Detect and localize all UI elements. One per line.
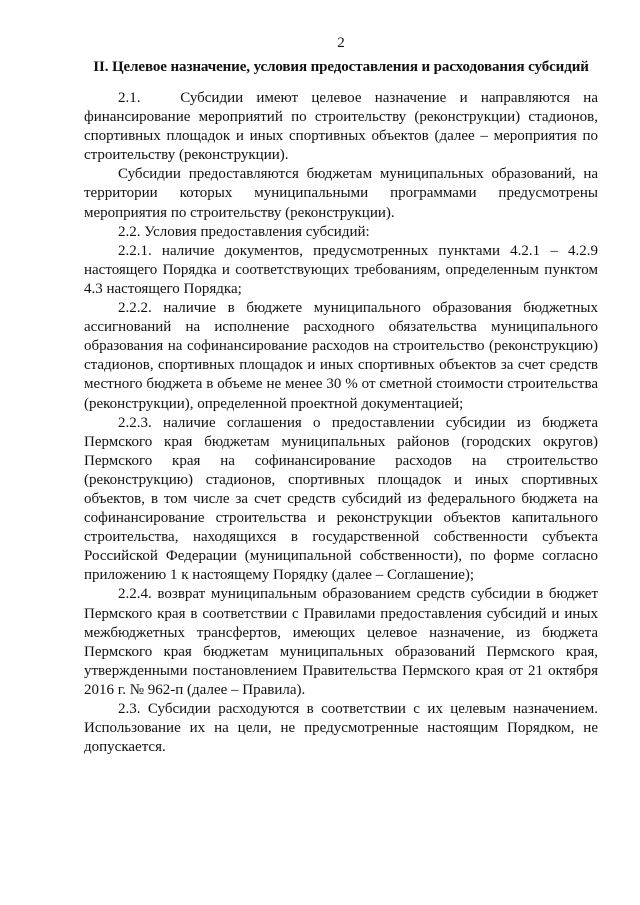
page-number: 2: [337, 35, 345, 51]
paragraph-2-2-2: 2.2.2. наличие в бюджете муниципального образования бюджетных ассигнований на исполнение расходного обязательства муниципального образования на софинансирование расходов на строительство (реконструкцию) стадионов, спортивных площадок и иных спортивных объектов за счет средств местного бюджета в объеме не менее 30 % от сметной стоимости строительства (реконструкции), определенной проектной документацией;: [84, 300, 598, 412]
paragraph-2-2-4: 2.2.4. возврат муниципальным образованием средств субсидии в бюджет Пермского края в соответствии с Правилами предоставления субсидий и иных межбюджетных трансфертов, имеющих целевое назначение, из бюджета Пермского края бюджетам муниципальных образований Пермского края, утвержденными постановлением Правительства Пермского края от 21 октября 2016 г. № 962-п (далее – Правила).: [84, 586, 598, 698]
paragraph-2-2-1: 2.2.1. наличие документов, предусмотренных пунктами 4.2.1 – 4.2.9 настоящего Порядка и соответствующих требованиям, определенным пунктом 4.3 настоящего Порядка;: [84, 242, 598, 297]
section-title: II. Целевое назначение, условия предоставления и расходования субсидий: [93, 59, 589, 75]
paragraph-2-1: 2.1. Субсидии имеют целевое назначение и направляются на финансирование мероприятий по строительству (реконструкции) стадионов, спортивных площадок и иных спортивных объектов (далее – мероприятия по строительству (реконструкции).: [84, 90, 598, 164]
paragraph-2-3: 2.3. Субсидии расходуются в соответствии с их целевым назначением. Использование их на цели, не предусмотренные настоящим Порядком, не допускается.: [84, 701, 598, 756]
paragraph-2-2-3: 2.2.3. наличие соглашения о предоставлении субсидии из бюджета Пермского края бюджетам муниципальных районов (городских округов) Пермского края на софинансирование расходов на строительство (реконструкцию) стадионов, спортивных площадок и иных спортивных объектов, в том числе за счет средств субсидий из федерального бюджета на софинансирование строительства и реконструкции объектов капитального строительства, находящихся в государственной собственности субъекта Российской Федерации (муниципальной собственности), по форме согласно приложению 1 к настоящему Порядку (далее – Соглашение);: [84, 414, 598, 584]
paragraph-2-1-recipients: Субсидии предоставляются бюджетам муниципальных образований, на территории которых муниципальными программами предусмотрены мероприятия по строительству (реконструкции).: [84, 166, 598, 221]
paragraph-2-2: 2.2. Условия предоставления субсидий:: [118, 223, 370, 240]
